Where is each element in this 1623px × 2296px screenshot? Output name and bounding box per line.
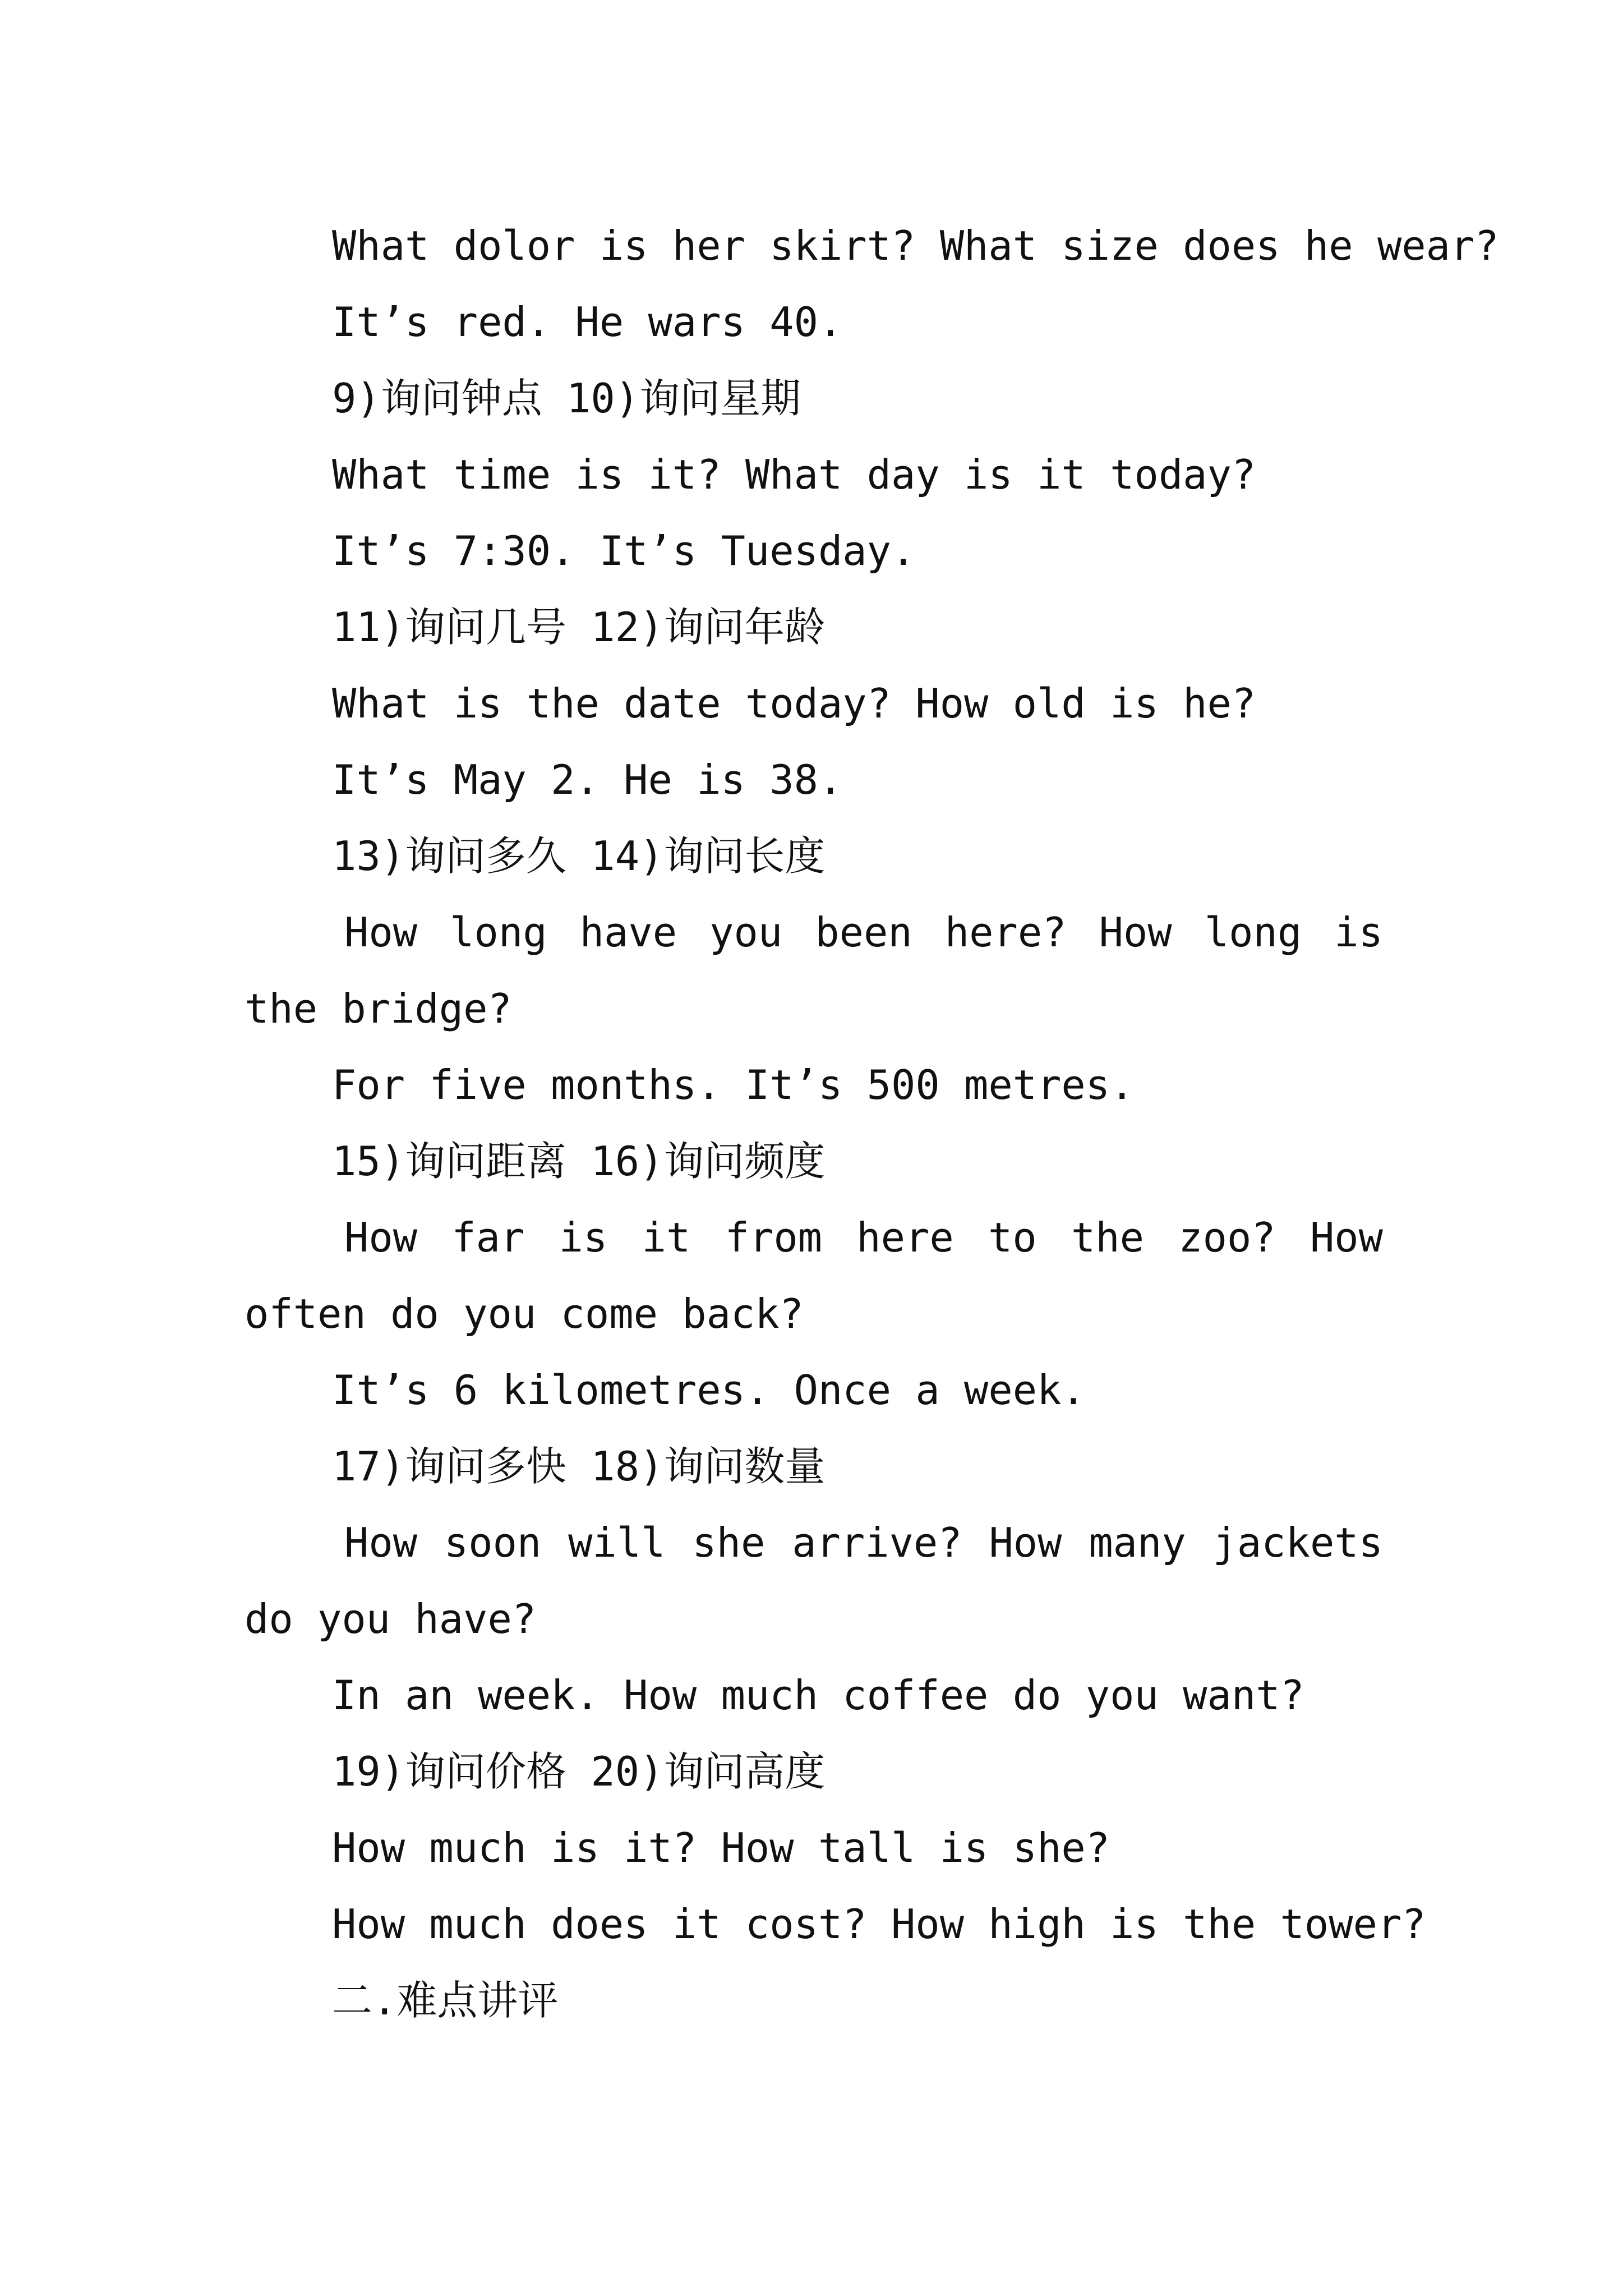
- section-heading: 15)询问距离 16)询问频度: [332, 1138, 826, 1185]
- section-heading: 11)询问几号 12)询问年龄: [332, 604, 826, 651]
- section-heading: 17)询问多快 18)询问数量: [332, 1443, 826, 1490]
- wrapped-paragraph: How long have you been here? How long is the bridge?: [245, 909, 1383, 1032]
- document-body: [245, 208, 1499, 2039]
- section-heading: 二.难点讲评: [332, 1977, 559, 2024]
- wrapped-paragraph: How far is it from here to the zoo? How often do you come back?: [245, 1214, 1383, 1337]
- section-heading: 9)询问钟点 10)询问星期: [332, 375, 801, 422]
- text-line: It’s 7:30. It’s Tuesday.: [332, 527, 916, 574]
- text-line: What is the date today? How old is he?: [332, 680, 1256, 727]
- text-line: How much is it? How tall is she?: [332, 1824, 1110, 1871]
- section-heading: 13)询问多久 14)询问长度: [332, 832, 826, 880]
- section-heading: 19)询问价格 20)询问高度: [332, 1748, 826, 1795]
- text-line: It’s May 2. He is 38.: [332, 756, 843, 803]
- text-line: It’s 6 kilometres. Once a week.: [332, 1366, 1086, 1414]
- text-line: In an week. How much coffee do you want?: [332, 1672, 1304, 1719]
- text-line: How much does it cost? How high is the tower?: [332, 1901, 1426, 1948]
- text-line: For five months. It’s 500 metres.: [332, 1061, 1135, 1108]
- text-line: It’s red. He wars 40.: [332, 298, 843, 346]
- text-line: What dolor is her skirt? What size does he wear?: [332, 222, 1499, 269]
- wrapped-paragraph: How soon will she arrive? How many jackets do you have?: [245, 1519, 1383, 1642]
- text-line: What time is it? What day is it today?: [332, 451, 1256, 498]
